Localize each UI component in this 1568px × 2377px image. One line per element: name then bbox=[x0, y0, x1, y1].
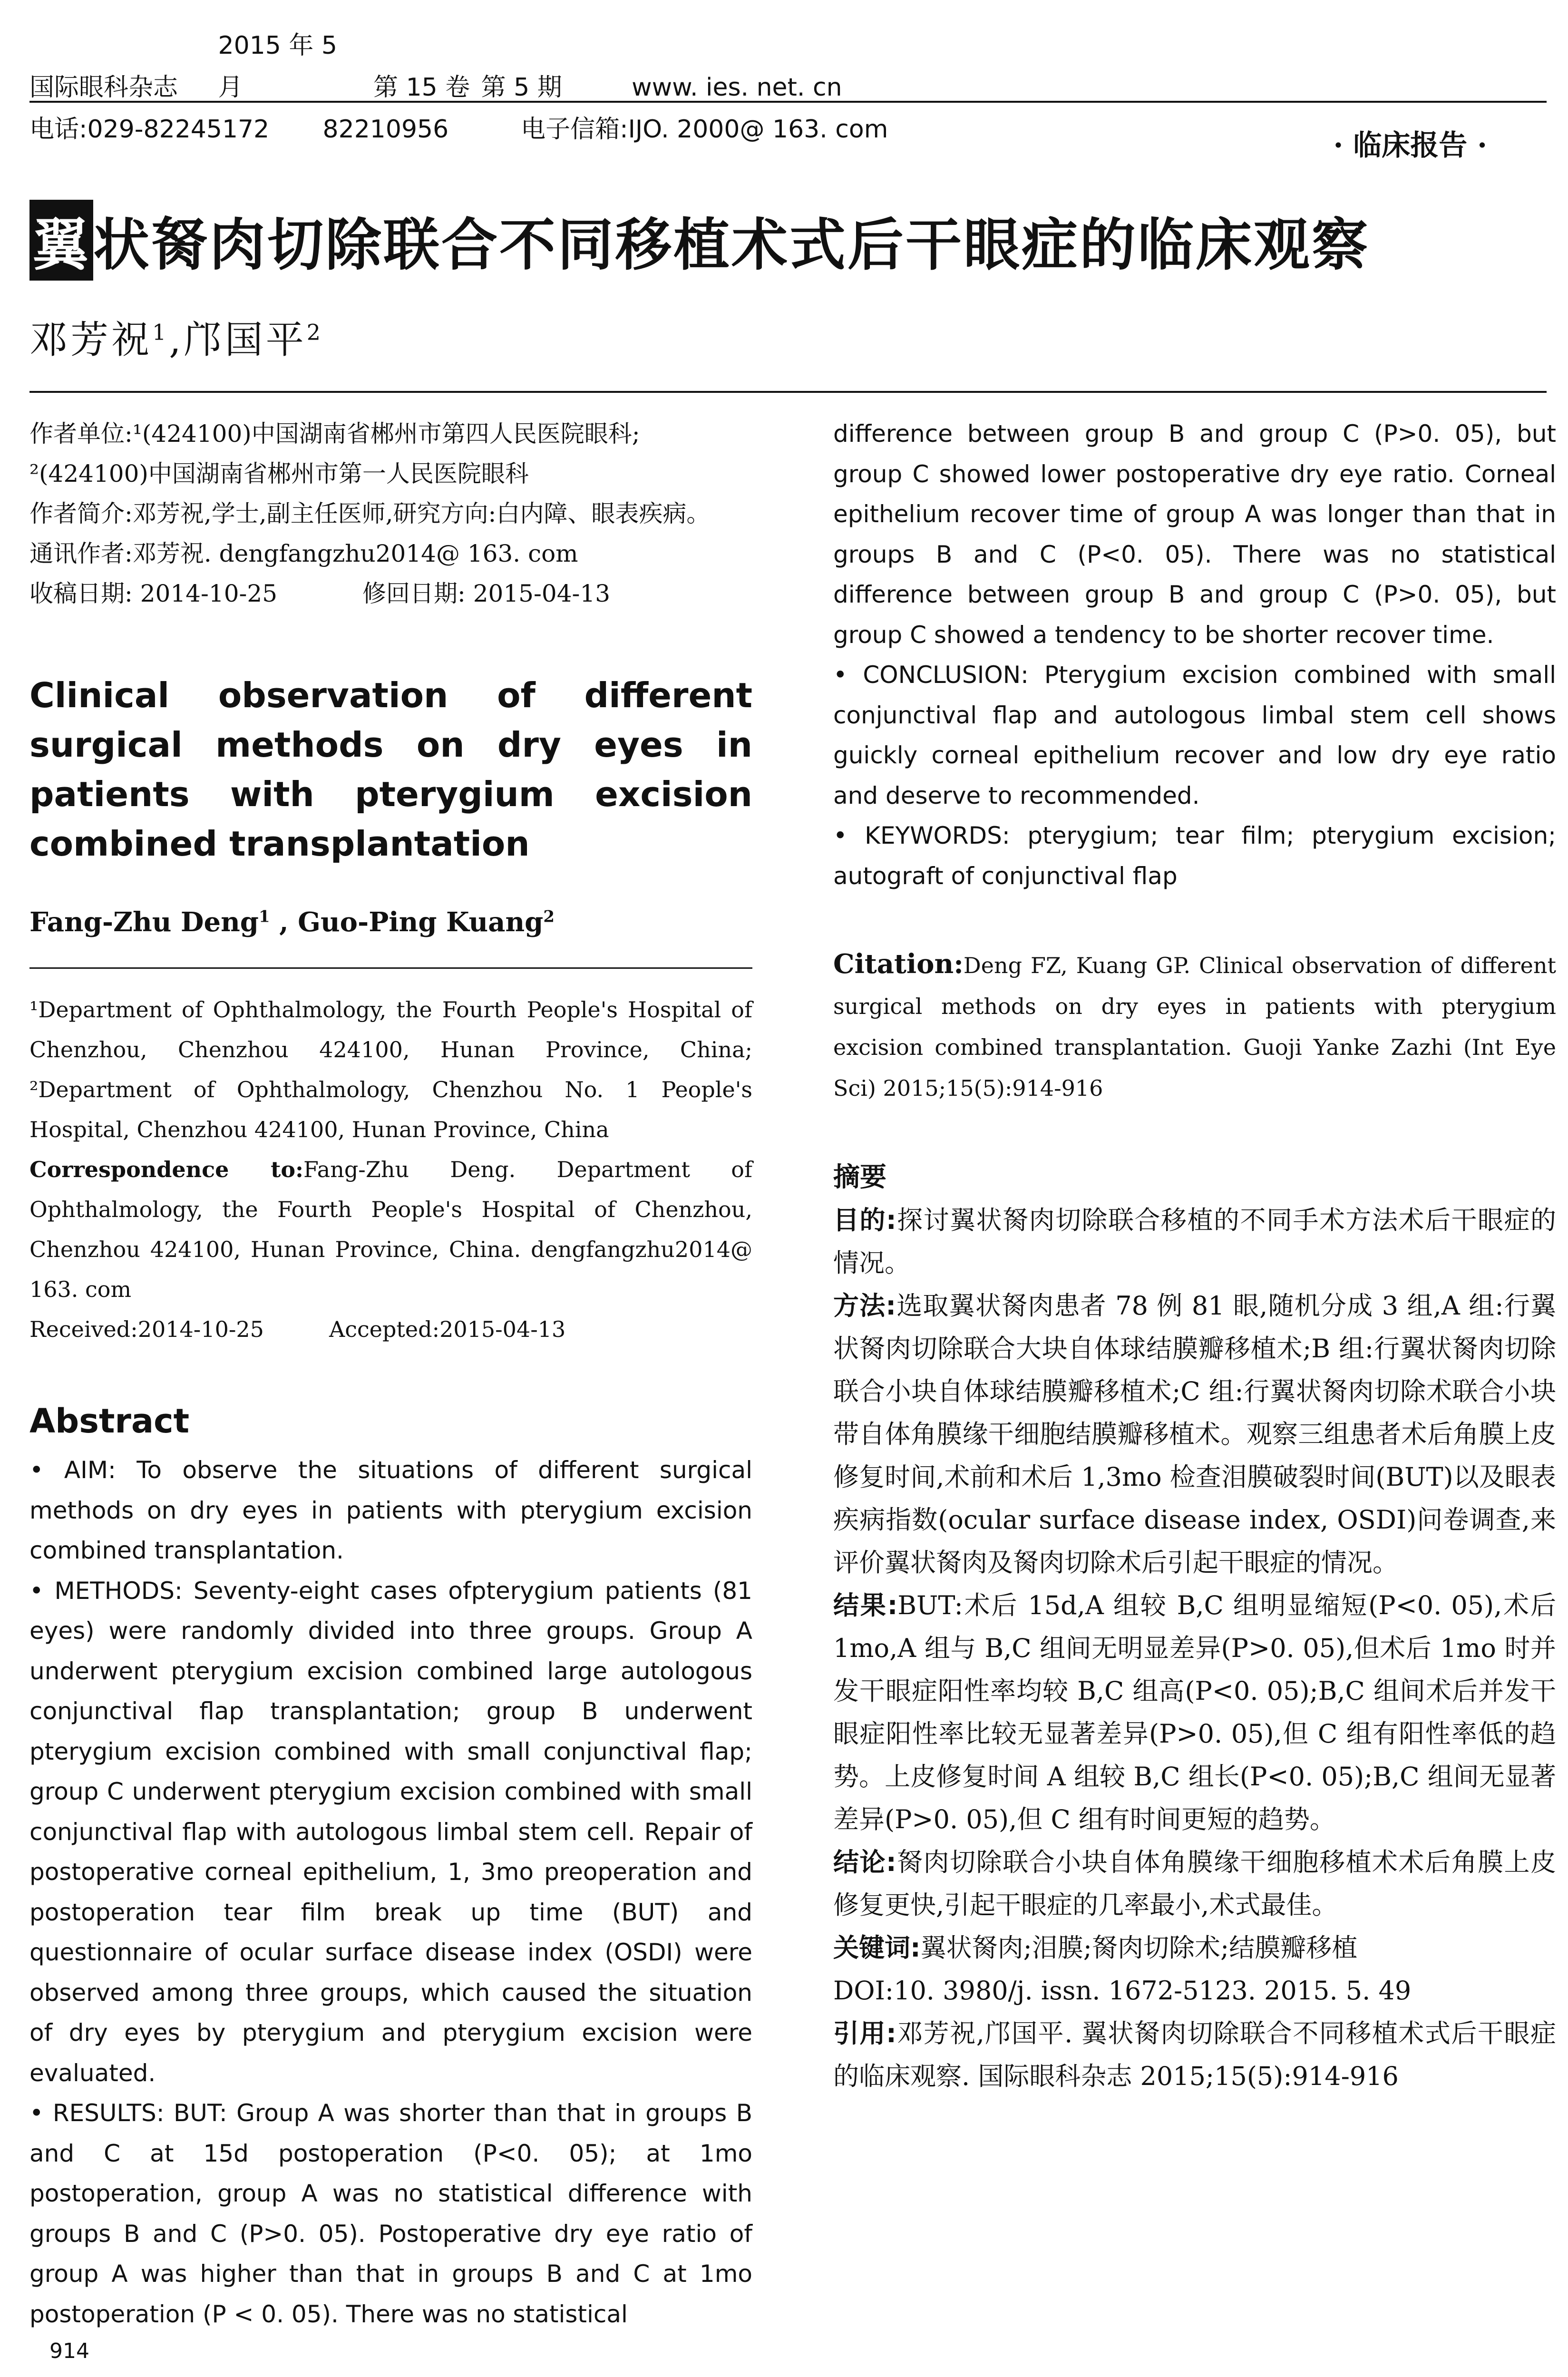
methods-cn-label: 方法: bbox=[833, 1291, 896, 1321]
citation-cn-text: 邓芳祝,邝国平. 翼状胬肉切除联合不同移植术式后干眼症的临床观察. 国际眼科杂志 2015;15(5):914-916 bbox=[833, 2018, 1556, 2091]
journal-header bbox=[29, 25, 1547, 150]
citation-cn bbox=[833, 2012, 1556, 2098]
abstract-aim: • AIM: To observe the situations of different surgical methods on dry eyes in patients with pterygium excision combined transplantation. bbox=[29, 1456, 752, 1564]
keywords-cn-text: 翼状胬肉;泪膜;胬肉切除术;结膜瓣移植 bbox=[920, 1933, 1358, 1963]
issue: 第 5 期 bbox=[481, 73, 562, 102]
journal-name: 国际眼科杂志 bbox=[29, 73, 178, 102]
phone-2: 82210956 bbox=[322, 115, 449, 144]
results-cn-text: BUT:术后 15d,A 组较 B,C 组明显缩短(P<0. 05),术后 1mo,A 组与 B,C 组间无明显差异(P>0. 05),但术后 1mo 时并发干眼症阳性率均较 B,C 组高(P<0. 05);B,C 组间术后并发干眼症阳性率比较无显著差异(P>0. 05),但 C 组有阳性率低的趋势。上皮修复时间 A 组较 B,C 组长(P<0. 05);B,C 组间无显著差异(P>0. 05),但 C 组有时间更短的趋势。 bbox=[833, 1590, 1556, 1834]
abstract-cn-results bbox=[833, 1584, 1556, 1841]
website: www. ies. net. cn bbox=[632, 73, 842, 102]
author-1-sup: 1 bbox=[152, 319, 169, 345]
affiliation-cn-line-1: 作者单位:¹(424100)中国湖南省郴州市第四人民医院眼科; bbox=[29, 420, 640, 448]
issue-date: 2015 年 5 月 bbox=[218, 31, 338, 102]
abstract-methods: • METHODS: Seventy-eight cases ofpterygium patients (81 eyes) were randomly divided into three groups. Group A underwent pterygium excision combined large autologous conjunctival flap transplantation; group B underwent pterygium excision combined with small conjunctival flap; group C underwent pterygium excision combined with small conjunctival flap with autologous limbal stem cell. Repair of postoperative corneal epithelium, 1, 3mo preoperation and postoperation tear film break up time (BUT) and questionnaire of ocular surface disease index (OSDI) were observed among three groups, which caused the situation of dry eyes by pterygium and pterygium excision were evaluated. bbox=[29, 1577, 752, 2087]
author-2-en-sup: 2 bbox=[543, 907, 555, 926]
title-rest: 状胬肉切除联合不同移植术式后干眼症的临床观察 bbox=[93, 212, 1370, 278]
authors-rule bbox=[29, 967, 752, 969]
received-en: Received:2014-10-25 bbox=[29, 1316, 264, 1342]
author-1-en-sup: 1 bbox=[258, 907, 270, 926]
correspondence-text: Fang-Zhu Deng. Department of Ophthalmology, the Fourth People's Hospital of Chenzhou, Chenzhou 424100, Hunan Province, China. dengfangzhu2014@ 163. com bbox=[29, 1157, 752, 1302]
revised-cn: 修回日期: 2015-04-13 bbox=[362, 580, 611, 607]
header-rule bbox=[29, 101, 1547, 103]
affiliation-cn-line-2: ²(424100)中国湖南省郴州市第一人民医院眼科 bbox=[29, 460, 529, 487]
author-2-cn: 邝国平 bbox=[184, 318, 307, 362]
header-line-2 bbox=[29, 108, 1547, 150]
correspondence-en bbox=[29, 1150, 752, 1309]
citation-text: Deng FZ, Kuang GP. Clinical observation of different surgical methods on dry eyes in patients with pterygium excision combined transplantation. Guoji Yanke Zazhi (Int Eye Sci) 2015;15(5):914-916 bbox=[833, 953, 1556, 1101]
page-number: 914 bbox=[49, 2339, 89, 2363]
methods-cn-text: 选取翼状胬肉患者 78 例 81 眼,随机分成 3 组,A 组:行翼状胬肉切除联合大块自体球结膜瓣移植术;B 组:行翼状胬肉切除联合小块自体球结膜瓣移植术;C 组:行翼状胬肉切除术联合小块带自体角膜缘干细胞结膜瓣移植术。观察三组患者术后角膜上皮修复时间,术前和术后 1,3mo 检查泪膜破裂时间(BUT)以及眼表疾病指数(ocular surface disease index, OSDI)问卷调查,来评价翼状胬肉及胬肉切除术后引起干眼症的情况。 bbox=[833, 1291, 1556, 1578]
abstract-results-part-1: • RESULTS: BUT: Group A was shorter than that in groups B and C at 15d postoperation (P<0. 05); at 1mo postoperation, group A was no statistical difference with groups B and C (P>0. 05). Postoperative dry eye ratio of group A was higher than that in groups B and C at 1mo postoperation (P < 0. 05). There was no statistical bbox=[29, 2099, 752, 2328]
abstract-results-part-2: difference between group B and group C (P>0. 05), but group C showed lower postoperative dry eye ratio. Corneal epithelium recover time of group A was longer than that in groups B and C (P<0. 05). There was no statistical difference between group B and group C (P>0. 05), but group C showed a tendency to be shorter recover time. bbox=[833, 420, 1556, 649]
citation-label: Citation: bbox=[833, 948, 964, 980]
abstract-heading: Abstract bbox=[29, 1402, 190, 1441]
conclusion-cn-text: 胬肉切除联合小块自体角膜缘干细胞移植术术后角膜上皮修复更快,引起干眼症的几率最小,术式最佳。 bbox=[833, 1847, 1556, 1920]
author-en-sep: , bbox=[270, 906, 298, 938]
right-column bbox=[833, 414, 1556, 2098]
author-1-en: Fang-Zhu Deng bbox=[29, 906, 259, 938]
author-sep: , bbox=[169, 318, 184, 362]
abstract-left bbox=[29, 1450, 752, 2334]
authors-en bbox=[29, 906, 752, 938]
phone: 电话:029-82245172 bbox=[29, 115, 270, 144]
paper-title bbox=[29, 200, 1547, 281]
dates-en bbox=[29, 1309, 752, 1349]
email: 电子信箱:IJO. 2000@ 163. com bbox=[521, 115, 888, 144]
aim-cn-text: 探讨翼状胬肉切除联合移植的不同手术方法术后干眼症的情况。 bbox=[833, 1205, 1556, 1278]
dates-cn bbox=[29, 574, 752, 614]
abstract-cn-keywords bbox=[833, 1927, 1556, 1969]
results-cn-label: 结果: bbox=[833, 1590, 898, 1620]
keywords-cn-label: 关键词: bbox=[833, 1933, 921, 1963]
column-label: · 临床报告 · bbox=[1333, 129, 1487, 162]
abstract-keywords: • KEYWORDS: pterygium; tear film; pterygium excision; autograft of conjunctival flap bbox=[833, 822, 1556, 890]
author-bio: 作者简介:邓芳祝,学士,副主任医师,研究方向:白内障、眼表疾病。 bbox=[29, 500, 711, 527]
affiliation-en bbox=[29, 990, 752, 1349]
affiliation-cn bbox=[29, 414, 752, 614]
abstract-right bbox=[833, 414, 1556, 896]
citation-en bbox=[833, 944, 1556, 1109]
abstract-cn-heading: 摘要 bbox=[833, 1162, 886, 1193]
departments-en: ¹Department of Ophthalmology, the Fourth People's Hospital of Chenzhou, Chenzhou 424100, Hunan Province, China; ²Department of Ophthalmology, Chenzhou No. 1 People's Hospital, Chenzhou 424100, Hunan Province, China bbox=[29, 997, 752, 1142]
header-line-1 bbox=[29, 25, 1547, 108]
citation-cn-label: 引用: bbox=[833, 2018, 896, 2048]
received-cn: 收稿日期: 2014-10-25 bbox=[29, 580, 278, 607]
title-rule bbox=[29, 391, 1547, 393]
correspondence-label: Correspondence to: bbox=[29, 1157, 304, 1182]
author-1-cn: 邓芳祝 bbox=[29, 318, 152, 362]
conclusion-cn-label: 结论: bbox=[833, 1847, 896, 1877]
corresponding-author-cn: 通讯作者:邓芳祝. dengfangzhu2014@ 163. com bbox=[29, 540, 578, 567]
abstract-conclusion: • CONCLUSION: Pterygium excision combined with small conjunctival flap and autologous limbal stem cell shows guickly corneal epithelium recover and low dry eye ratio and deserve to recommended. bbox=[833, 661, 1556, 809]
accepted-en: Accepted:2015-04-13 bbox=[329, 1316, 566, 1342]
abstract-cn-conclusion bbox=[833, 1841, 1556, 1927]
author-2-sup: 2 bbox=[306, 319, 323, 345]
volume: 第 15 卷 bbox=[373, 73, 470, 102]
authors-cn bbox=[29, 309, 323, 364]
english-title: Clinical observation of different surgical methods on dry eyes in patients with pterygium excision combined transplantation bbox=[29, 675, 752, 864]
abstract-cn-aim bbox=[833, 1199, 1556, 1285]
title-first-char: 翼 bbox=[29, 200, 93, 281]
abstract-cn-methods bbox=[833, 1285, 1556, 1584]
aim-cn-label: 目的: bbox=[833, 1205, 896, 1235]
left-column bbox=[29, 414, 752, 2334]
abstract-cn bbox=[833, 1156, 1556, 2098]
doi[interactable]: DOI:10. 3980/j. issn. 1672-5123. 2015. 5. 49 bbox=[833, 1976, 1412, 2006]
author-2-en: Guo-Ping Kuang bbox=[298, 906, 544, 938]
